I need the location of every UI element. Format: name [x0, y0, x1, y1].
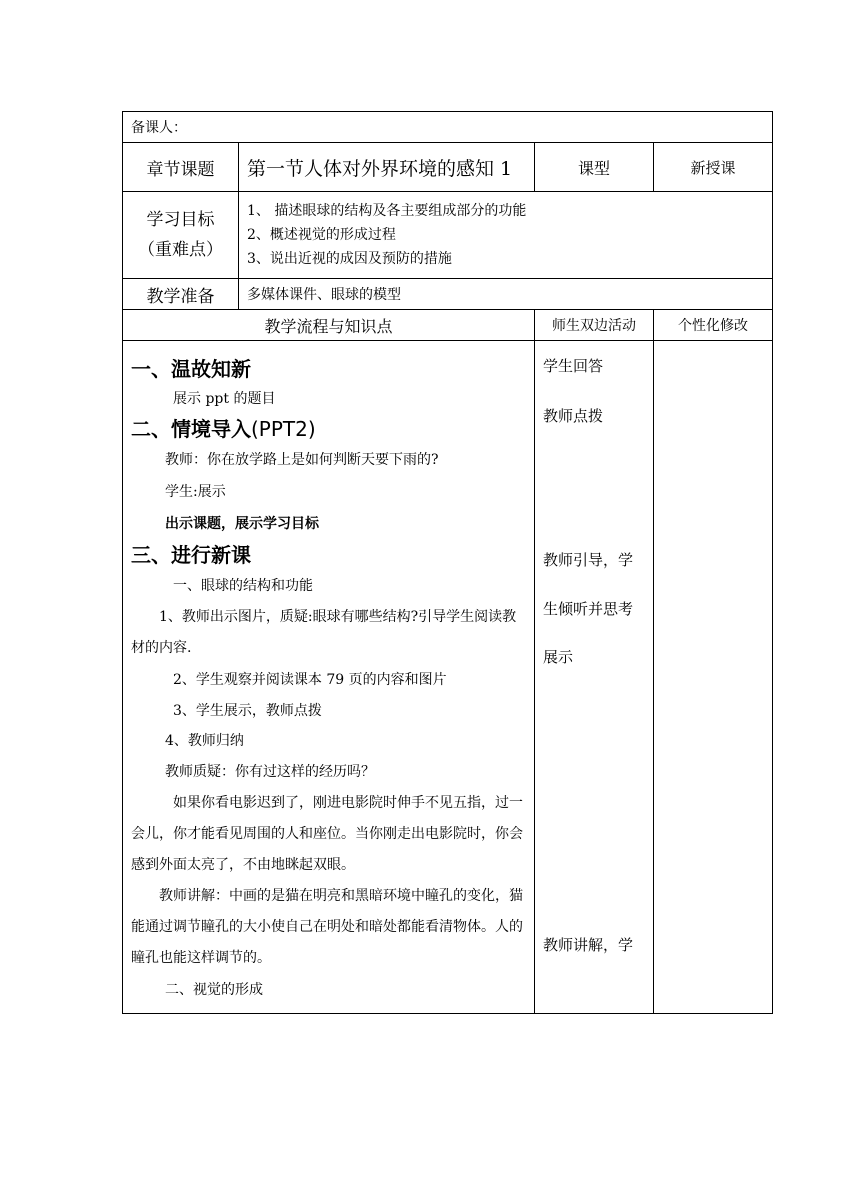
teacher-question: 教师：你在放学路上是如何判断天要下雨的? — [165, 452, 439, 468]
preparation-label: 教学准备 — [123, 279, 239, 310]
activity-student-answer: 学生回答 — [543, 357, 604, 375]
subsection-vision: 二、视觉的形成 — [165, 982, 263, 998]
preparer-label: 备课人： — [123, 112, 773, 143]
teacher-question-2: 教师质疑：你有过这样的经历吗？ — [165, 764, 375, 780]
activity-content — [535, 341, 654, 1014]
student-answer: 学生:展示 — [165, 484, 226, 500]
activity-teacher-explain: 教师讲解，学 — [543, 936, 634, 954]
activity-show: 展示 — [543, 648, 574, 666]
goals-label-line2: （重难点） — [138, 240, 223, 260]
column-flow-header: 教学流程与知识点 — [123, 310, 535, 341]
activity-teacher-lead: 教师引导，学 — [543, 551, 634, 569]
paragraph-explanation: 教师讲解：中画的是猫在明亮和黑暗环境中瞳孔的变化，猫能通过调节瞳孔的大小使自己在明处和暗处都能看清物体。人的瞳孔也能这样调节的。 — [131, 888, 523, 966]
section-intro-heading: 二、情境导入 — [131, 417, 251, 441]
show-goals-line: 出示课题，展示学习目标 — [165, 516, 319, 532]
section-intro-sub: (PPT2) — [251, 417, 316, 441]
activity-student-listen: 生倾听并思考 — [543, 600, 634, 618]
lesson-type-label: 课型 — [535, 143, 654, 192]
flow-content — [123, 341, 535, 1014]
subsection-eye-structure: 一、眼球的结构和功能 — [173, 578, 313, 594]
step-3: 3、学生展示，教师点拨 — [173, 703, 322, 719]
columns-header-row — [123, 310, 773, 341]
goal-item: 2、概述视觉的形成过程 — [247, 227, 396, 243]
section-new-title: 三、进行新课 — [131, 543, 251, 567]
chapter-title-value: 第一节人体对外界环境的感知 1 — [239, 143, 535, 192]
section-intro-title — [131, 414, 528, 444]
goal-item: 1、 描述眼球的结构及各主要组成部分的功能 — [247, 203, 527, 219]
section-review-title: 一、温故知新 — [131, 357, 251, 381]
goals-label-line1: 学习目标 — [146, 210, 215, 230]
preparer-row — [123, 112, 773, 143]
step-1: 1、教师出示图片，质疑:眼球有哪些结构?引导学生阅读教材的内容. — [131, 609, 517, 656]
goals-row — [123, 192, 773, 279]
column-custom-header: 个性化修改 — [654, 310, 773, 341]
activity-teacher-guide: 教师点拨 — [543, 407, 604, 425]
goal-item: 3、说出近视的成因及预防的措施 — [247, 251, 452, 267]
preparation-value: 多媒体课件、眼球的模型 — [239, 279, 773, 310]
step-4: 4、教师归纳 — [165, 733, 244, 749]
goals-label — [123, 192, 239, 279]
title-row — [123, 143, 773, 192]
chapter-title-label: 章节课题 — [123, 143, 239, 192]
step-2: 2、学生观察并阅读课本 79 页的内容和图片 — [173, 672, 447, 688]
column-activity-header: 师生双边活动 — [535, 310, 654, 341]
lesson-type-value: 新授课 — [654, 143, 773, 192]
lesson-plan-table — [122, 111, 773, 1014]
goals-list — [239, 192, 773, 279]
preparation-row — [123, 279, 773, 310]
review-line: 展示 ppt 的题目 — [173, 391, 276, 407]
paragraph-cinema: 如果你看电影迟到了，刚进电影院时伸手不见五指，过一会儿，你才能看见周围的人和座位。当你刚走出电影院时，你会感到外面太亮了，不由地眯起双眼。 — [131, 795, 523, 873]
content-row — [123, 341, 773, 1014]
custom-content — [654, 341, 773, 1014]
